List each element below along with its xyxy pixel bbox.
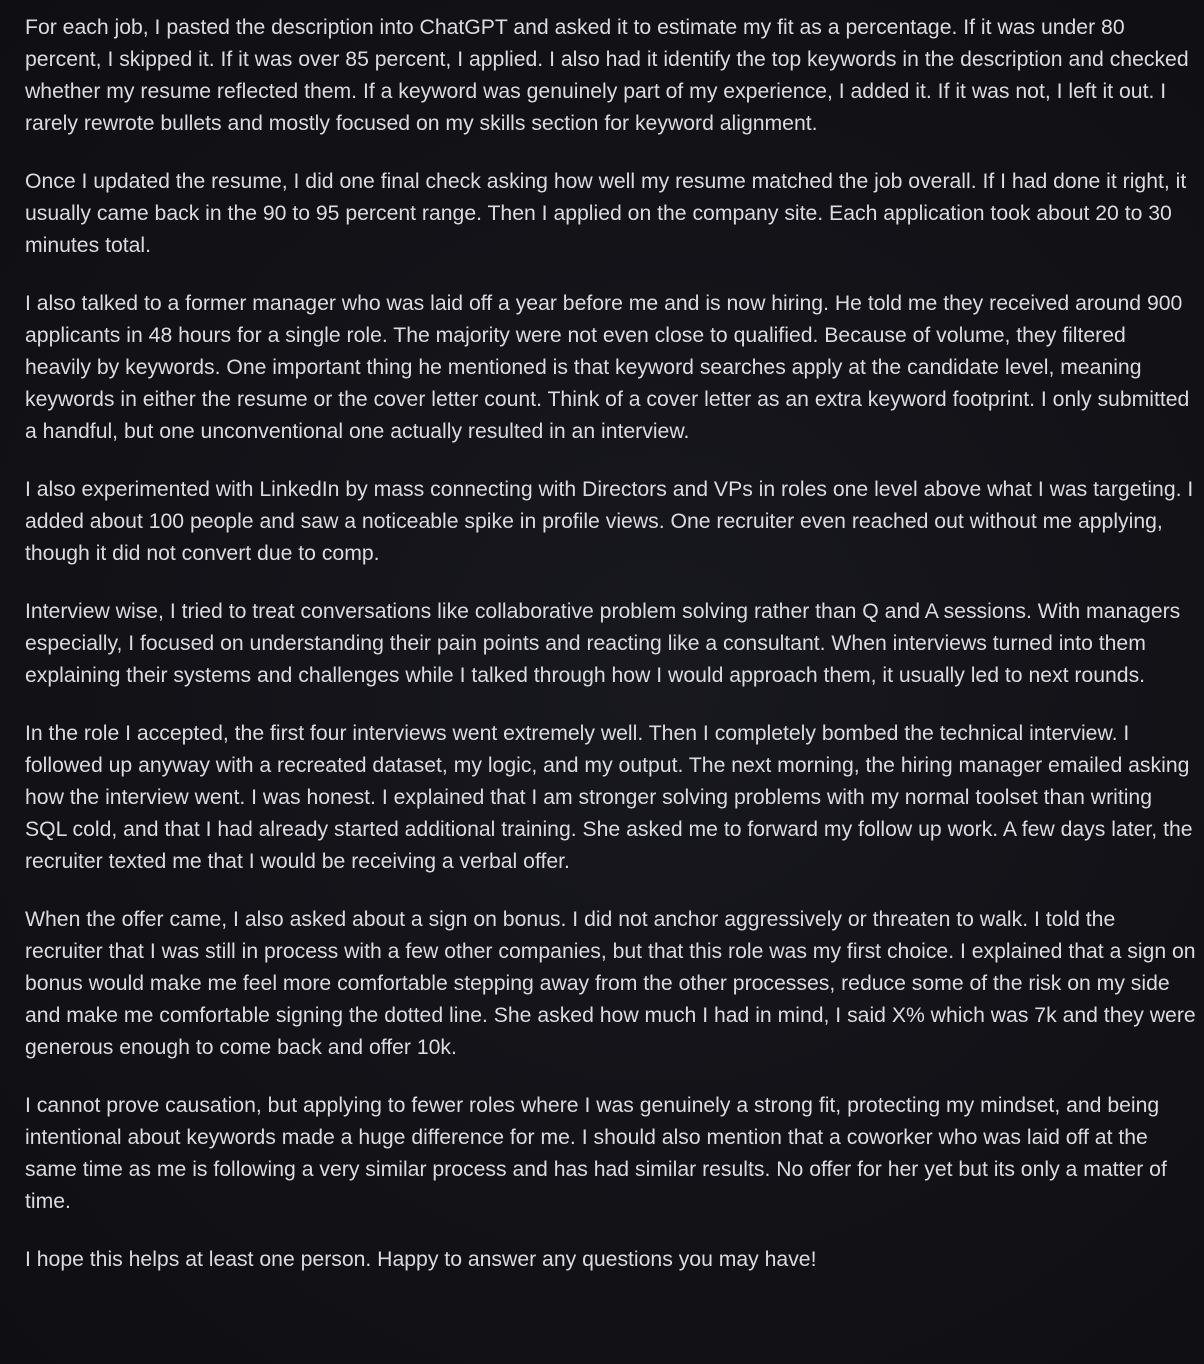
post-paragraph: I also experimented with LinkedIn by mass connecting with Directors and VPs in roles one level above what I was targeting. I added about 100 people and saw a noticeable spike in profile views. One recruiter even reached out without me applying, though it did not convert due to comp.	[25, 478, 1194, 565]
post-paragraph: When the offer came, I also asked about a sign on bonus. I did not anchor aggressively or threaten to walk. I told the recruiter that I was still in process with a few other companies, but that this role was my first choice. I explained that a sign on bonus would make me feel more comfortable stepping away from the other processes, reduce some of the risk on my side and make me comfortable signing the dotted line. She asked how much I had in mind, I said X% which was 7k and they were generous enough to come back and offer 10k.	[25, 908, 1196, 1059]
post-paragraph: I hope this helps at least one person. Happy to answer any questions you may have!	[25, 1248, 817, 1271]
post-paragraph: Once I updated the resume, I did one final check asking how well my resume matched the job overall. If I had done it right, it usually came back in the 90 to 95 percent range. Then I applied on the company site. Each application took about 20 to 30 minutes total.	[25, 170, 1187, 257]
post-paragraph: Interview wise, I tried to treat conversations like collaborative problem solving rather than Q and A sessions. With managers especially, I focused on understanding their pain points and reacting like a consultant. When interviews turned into them explaining their systems and challenges while I talked through how I would approach them, it usually led to next rounds.	[25, 600, 1181, 687]
post-paragraph: In the role I accepted, the first four interviews went extremely well. Then I completely bombed the technical interview. I followed up anyway with a recreated dataset, my logic, and my output. The next morning, the hiring manager emailed asking how the interview went. I was honest. I explained that I am stronger solving problems with my normal toolset than writing SQL cold, and that I had already started additional training. She asked me to forward my follow up work. A few days later, the recruiter texted me that I would be receiving a verbal offer.	[25, 722, 1193, 873]
post-paragraph: For each job, I pasted the description into ChatGPT and asked it to estimate my fit as a percentage. If it was under 80 percent, I skipped it. If it was over 85 percent, I applied. I also had it identify the top keywords in the description and checked whether my resume reflected them. If a keyword was genuinely part of my experience, I added it. If it was not, I left it out. I rarely rewrote bullets and mostly focused on my skills section for keyword alignment.	[25, 16, 1189, 135]
post-paragraph: I cannot prove causation, but applying to fewer roles where I was genuinely a strong fit, protecting my mindset, and being intentional about keywords made a huge difference for me. I should also mention that a coworker who was laid off at the same time as me is following a very similar process and has had similar results. No offer for her yet but its only a matter of time.	[25, 1094, 1167, 1213]
post-paragraph: I also talked to a former manager who was laid off a year before me and is now hiring. He told me they received around 900 applicants in 48 hours for a single role. The majority were not even close to qualified. Because of volume, they filtered heavily by keywords. One important thing he mentioned is that keyword searches apply at the candidate level, meaning keywords in either the resume or the cover letter count. Think of a cover letter as an extra keyword footprint. I only submitted a handful, but one unconventional one actually resulted in an interview.	[25, 292, 1190, 443]
